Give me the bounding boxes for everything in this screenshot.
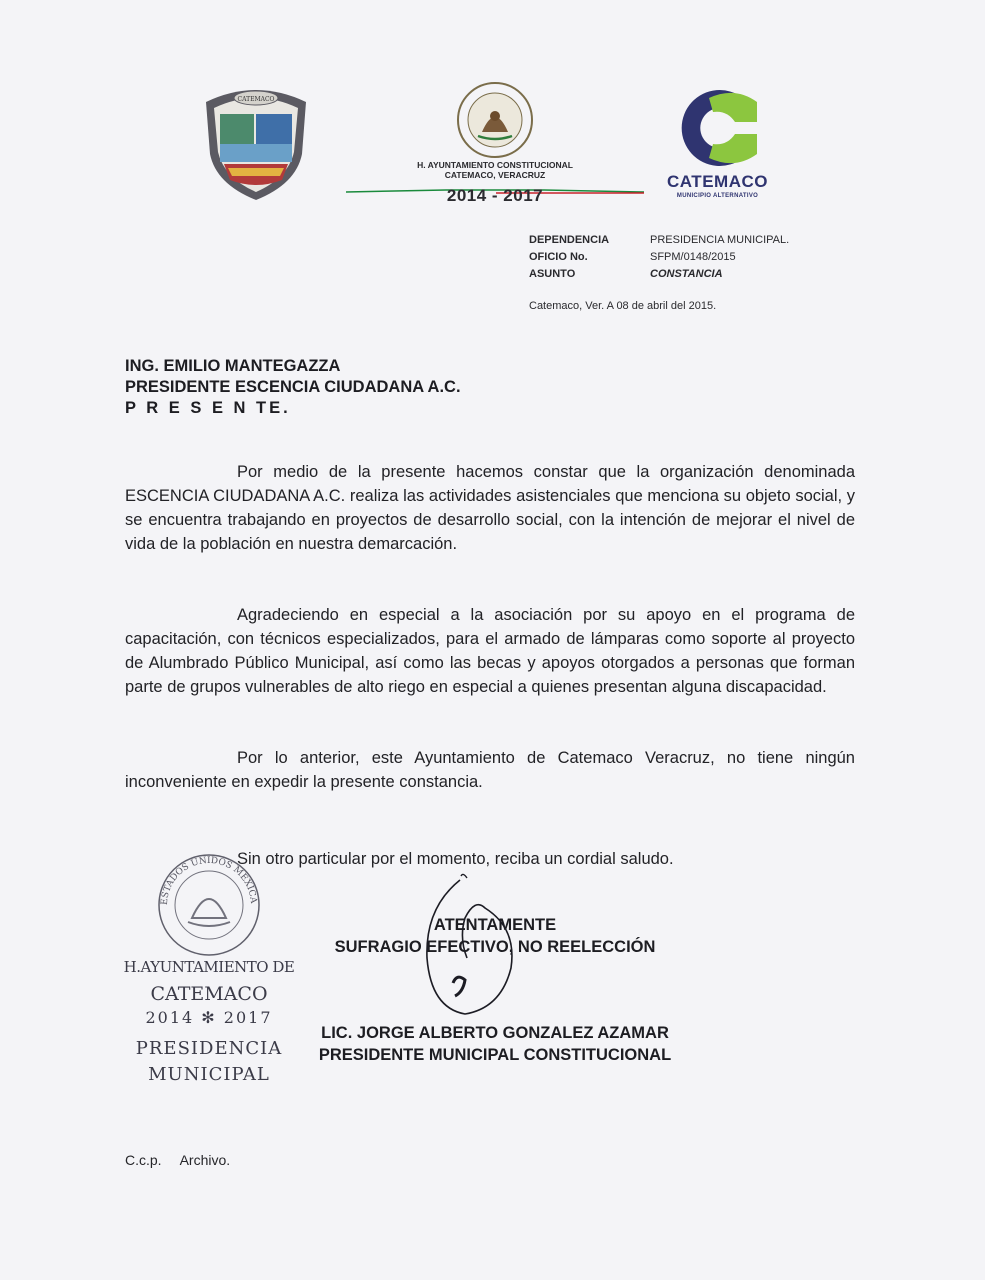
addressee-presente: P R E S E N TE. <box>125 399 291 417</box>
stamp-line-2: CATEMACO <box>150 983 268 1005</box>
crest-text: CATEMACO <box>237 96 275 103</box>
ref-label-dependencia: DEPENDENCIA <box>529 234 610 246</box>
signer-title: PRESIDENTE MUNICIPAL CONSTITUCIONAL <box>318 1046 672 1064</box>
body-paragraph-1 <box>125 460 855 556</box>
body-paragraph-3 <box>125 746 855 794</box>
ref-value-asunto: CONSTANCIA <box>650 268 723 280</box>
catemaco-c-logo <box>665 88 765 168</box>
ref-value-dependencia: PRESIDENCIA MUNICIPAL. <box>650 234 790 246</box>
brand-name: CATEMACO <box>667 172 768 191</box>
ref-value-oficio: SFPM/0148/2015 <box>650 251 736 263</box>
signer-name: LIC. JORGE ALBERTO GONZALEZ AZAMAR <box>321 1024 669 1042</box>
municipal-crest-logo <box>198 84 314 202</box>
addressee-block <box>125 356 461 419</box>
reference-labels <box>529 232 609 283</box>
stamp-line-5: MUNICIPAL <box>148 1064 270 1085</box>
body-paragraph-1-text: Por medio de la presente hacemos constar que la organización denominada ESCENCIA CIUDADANA A.C. realiza las actividades asistenciales que menciona su objeto social, y se encuentra trabajando en proyectos de desarrollo social, con la intención de mejorar el nivel de vida de la población en nuestra demarcación. <box>125 463 855 553</box>
ayuntamiento-line-2: CATEMACO, VERACRUZ <box>444 170 546 180</box>
stamp-line-3: 2014 ✻ 2017 <box>145 1008 273 1027</box>
reference-values <box>650 232 789 283</box>
handwritten-signature <box>405 868 545 1028</box>
ref-label-asunto: ASUNTO <box>529 268 576 280</box>
closing-line: Sin otro particular por el momento, reciba un cordial saludo. <box>237 850 674 868</box>
carbon-copy-line <box>125 1152 230 1168</box>
ayuntamiento-line-1: H. AYUNTAMIENTO CONSTITUCIONAL <box>417 160 573 170</box>
brand-tagline: MUNICIPIO ALTERNATIVO <box>676 193 759 199</box>
body-paragraph-3-text: Por lo anterior, este Ayuntamiento de Catemaco Veracruz, no tiene ningún inconveniente en expedir la presente constancia. <box>125 749 855 791</box>
national-seal-logo <box>452 80 538 160</box>
official-stamp-seal <box>152 850 267 960</box>
body-paragraph-2-text: Agradeciendo en especial a la asociación por su apoyo en el programa de capacitación, con técnicos especializados, para el armado de lámparas como soporte al proyecto de Alumbrado Público Municipal, así como las becas y apoyos otorgados a personas que forman parte de grupos vulnerables de alto riego en especial a quienes presentan alguna discapacidad. <box>125 606 855 696</box>
stamp-line-1: H.AYUNTAMIENTO DE <box>123 958 295 976</box>
ccp-label: C.c.p. <box>125 1152 162 1168</box>
addressee-name: ING. EMILIO MANTEGAZZA <box>125 357 341 375</box>
ref-label-oficio: OFICIO No. <box>529 251 588 263</box>
administration-period: 2014 - 2017 <box>446 186 544 205</box>
atentamente-text: ATENTAMENTE <box>433 916 557 934</box>
ccp-value: Archivo. <box>179 1152 231 1168</box>
ayuntamiento-title <box>380 160 610 180</box>
motto-text: SUFRAGIO EFECTIVO, NO REELECCIÓN <box>334 938 656 956</box>
letter-date: Catemaco, Ver. A 08 de abril del 2015. <box>529 300 717 312</box>
addressee-position: PRESIDENTE ESCENCIA CIUDADANA A.C. <box>125 378 461 396</box>
body-paragraph-2 <box>125 603 855 699</box>
signer-block <box>285 1022 705 1066</box>
stamp-ring-text: ESTADOS UNIDOS MEXICA <box>159 855 259 906</box>
stamp-line-4: PRESIDENCIA <box>135 1038 283 1059</box>
